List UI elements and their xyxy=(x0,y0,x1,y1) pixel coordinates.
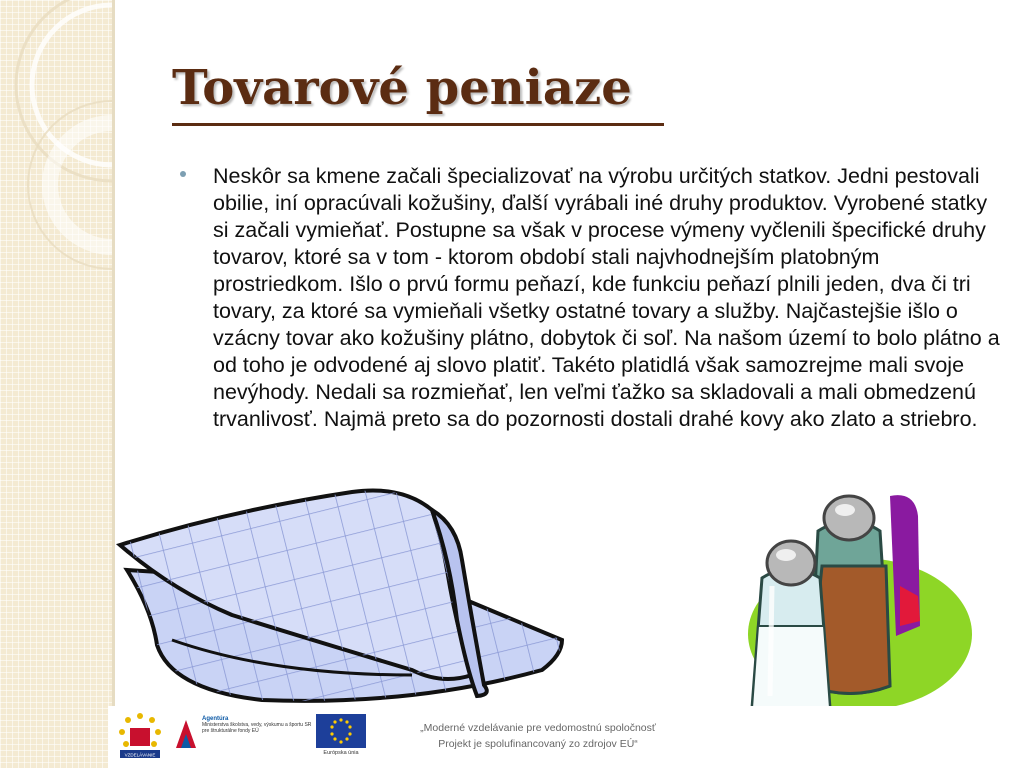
agency-line-1: Ministerstva školstva, vedy, výskumu a športu SR xyxy=(202,722,312,728)
eu-flag-icon xyxy=(316,714,366,748)
title-underline xyxy=(172,123,664,126)
bullet-icon xyxy=(180,171,186,177)
footer-line-1: „Moderné vzdelávanie pre vedomostnú spoločnosť xyxy=(420,722,656,734)
agency-title: Agentúra xyxy=(202,716,229,722)
footer-line-2: Projekt je spolufinancovaný zo zdrojov EÚ“ xyxy=(438,738,638,750)
agency-line-2: pre štrukturálne fondy EÚ xyxy=(202,728,259,734)
salt-pepper-shakers-icon xyxy=(700,486,990,726)
eu-logo xyxy=(316,714,366,760)
bullet-text: Neskôr sa kmene začali špecializovať na výrobu určitých statkov. Jedni pestovali obilie, iní opracúvali kožušiny, ďalší vyrábali iné druhy produktov. Vyrobené statky si začali vymieňať. Postupne sa však v procese výmeny vyčlenili špecifické druhy tovarov, ktoré sa v tom - ktorom období stali najvhodnejším platobným prostriedkom. Išlo o prvú formu peňazí, kde funkciu peňazí plnili jeden, dva či tri tovary, za ktoré sa vymieňali všetky ostatné tovary a služby. Najčastejšie išlo o vzácny tovar ako kožušiny plátno, dobytok či soľ. Na našom území to bolo plátno a od toho je odvodené aj slovo platiť. Takéto platidlá však samozrejme mali svoje nevýhody. Nedali sa rozmieňať, len veľmi ťažko sa skladovali a mali obmedzenú trvanlivosť. Najmä preto sa do pozornosti dostali drahé kovy ako zlato a striebro. xyxy=(213,164,1000,431)
education-program-logo xyxy=(114,710,166,762)
footer-bar xyxy=(108,706,1024,768)
eu-caption: Európska únia xyxy=(323,750,359,756)
agency-logo xyxy=(172,716,322,752)
stars-logo-caption: VZDELÁVANIE xyxy=(124,752,156,758)
slide-title: Tovarové peniaze xyxy=(172,60,632,116)
folded-cloth-icon xyxy=(112,470,592,706)
decorative-side-band xyxy=(0,0,112,768)
footer-project-text xyxy=(378,720,698,752)
agency-emblem-icon xyxy=(172,716,200,752)
decorative-rings xyxy=(0,0,112,768)
